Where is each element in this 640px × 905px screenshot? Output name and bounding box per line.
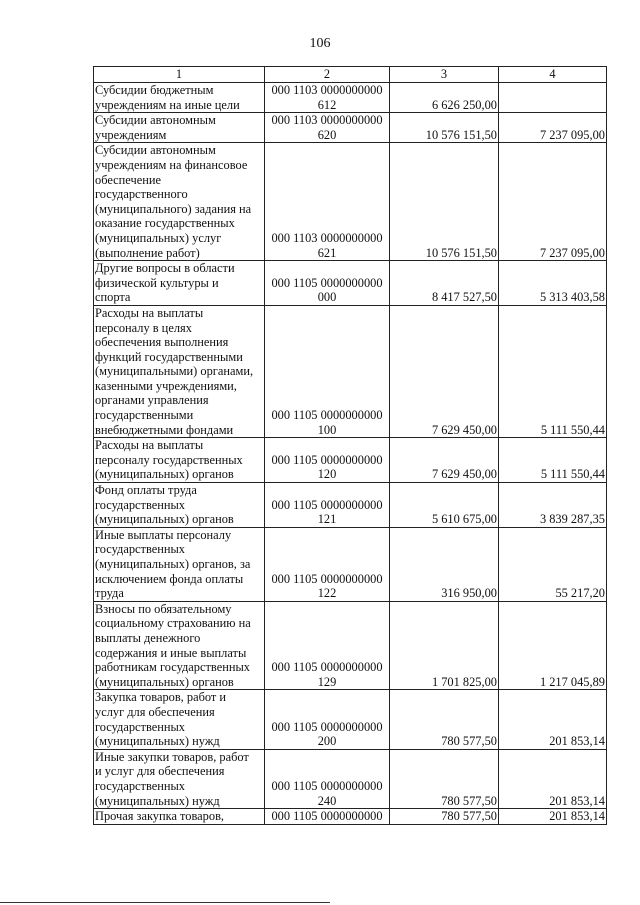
- budget-code-cell: 000 1105 0000000000: [265, 809, 390, 825]
- table-row: [94, 527, 607, 601]
- amount-executed-cell: 7 237 095,00: [499, 113, 607, 143]
- budget-code-cell: 000 1105 0000000000 240: [265, 749, 390, 808]
- amount-executed-cell: 201 853,14: [499, 690, 607, 749]
- budget-code-cell: 000 1105 0000000000 100: [265, 305, 390, 437]
- amount-executed-cell: [499, 83, 607, 113]
- amount-executed-cell: 7 237 095,00: [499, 143, 607, 261]
- table-row: [94, 483, 607, 528]
- expense-name-cell: Другие вопросы в области физической культуры и спорта: [94, 261, 265, 306]
- amount-plan-cell: 8 417 527,50: [390, 261, 499, 306]
- table-row: [94, 83, 607, 113]
- amount-plan-cell: 5 610 675,00: [390, 483, 499, 528]
- amount-plan-cell: 1 701 825,00: [390, 601, 499, 690]
- table-row: [94, 305, 607, 437]
- budget-code-cell: 000 1103 0000000000 612: [265, 83, 390, 113]
- budget-code-cell: 000 1105 0000000000 129: [265, 601, 390, 690]
- amount-executed-cell: 1 217 045,89: [499, 601, 607, 690]
- expense-name-cell: Субсидии бюджетным учреждениям на иные цели: [94, 83, 265, 113]
- budget-code-cell: 000 1103 0000000000 621: [265, 143, 390, 261]
- expense-name-cell: Фонд оплаты труда государственных (муниципальных) органов: [94, 483, 265, 528]
- amount-executed-cell: 3 839 287,35: [499, 483, 607, 528]
- expense-name-cell: Закупка товаров, работ и услуг для обеспечения государственных (муниципальных) нужд: [94, 690, 265, 749]
- expense-name-cell: Расходы на выплаты персоналу в целях обеспечения выполнения функций государственными (муниципальными) органами, казенными учреждениями, органами управления государственными внебюджетными фондами: [94, 305, 265, 437]
- table-row: [94, 261, 607, 306]
- expense-name-cell: Расходы на выплаты персоналу государственных (муниципальных) органов: [94, 438, 265, 483]
- budget-code-cell: 000 1105 0000000000 122: [265, 527, 390, 601]
- amount-plan-cell: 316 950,00: [390, 527, 499, 601]
- table-row: [94, 809, 607, 825]
- table-row: [94, 690, 607, 749]
- header-row: [94, 67, 607, 83]
- amount-plan-cell: 6 626 250,00: [390, 83, 499, 113]
- column-header: 3: [390, 67, 499, 83]
- amount-executed-cell: 5 111 550,44: [499, 305, 607, 437]
- expense-name-cell: Иные выплаты персоналу государственных (муниципальных) органов, за исключением фонда оплаты труда: [94, 527, 265, 601]
- expense-name-cell: Субсидии автономным учреждениям: [94, 113, 265, 143]
- amount-plan-cell: 10 576 151,50: [390, 143, 499, 261]
- amount-plan-cell: 780 577,50: [390, 809, 499, 825]
- budget-table: [93, 66, 607, 825]
- footer-rule: [0, 902, 330, 903]
- table-row: [94, 601, 607, 690]
- budget-code-cell: 000 1105 0000000000 120: [265, 438, 390, 483]
- table-row: [94, 143, 607, 261]
- budget-code-cell: 000 1105 0000000000 200: [265, 690, 390, 749]
- column-header: 4: [499, 67, 607, 83]
- column-header: 1: [94, 67, 265, 83]
- amount-plan-cell: 780 577,50: [390, 690, 499, 749]
- amount-plan-cell: 780 577,50: [390, 749, 499, 808]
- amount-plan-cell: 7 629 450,00: [390, 305, 499, 437]
- amount-executed-cell: 5 313 403,58: [499, 261, 607, 306]
- amount-executed-cell: 201 853,14: [499, 749, 607, 808]
- budget-code-cell: 000 1105 0000000000 000: [265, 261, 390, 306]
- budget-code-cell: 000 1105 0000000000 121: [265, 483, 390, 528]
- amount-executed-cell: 201 853,14: [499, 809, 607, 825]
- amount-plan-cell: 10 576 151,50: [390, 113, 499, 143]
- table-row: [94, 749, 607, 808]
- column-header: 2: [265, 67, 390, 83]
- page-number: 106: [309, 36, 331, 51]
- amount-executed-cell: 5 111 550,44: [499, 438, 607, 483]
- expense-name-cell: Взносы по обязательному социальному страхованию на выплаты денежного содержания и иные выплаты работникам государственных (муниципальных) органов: [94, 601, 265, 690]
- amount-executed-cell: 55 217,20: [499, 527, 607, 601]
- expense-name-cell: Иные закупки товаров, работ и услуг для обеспечения государственных (муниципальных) нужд: [94, 749, 265, 808]
- expense-name-cell: Субсидии автономным учреждениям на финансовое обеспечение государственного (муниципального) задания на оказание государственных (муниципальных) услуг (выполнение работ): [94, 143, 265, 261]
- expense-name-cell: Прочая закупка товаров,: [94, 809, 265, 825]
- amount-plan-cell: 7 629 450,00: [390, 438, 499, 483]
- table-row: [94, 438, 607, 483]
- table-row: [94, 113, 607, 143]
- budget-code-cell: 000 1103 0000000000 620: [265, 113, 390, 143]
